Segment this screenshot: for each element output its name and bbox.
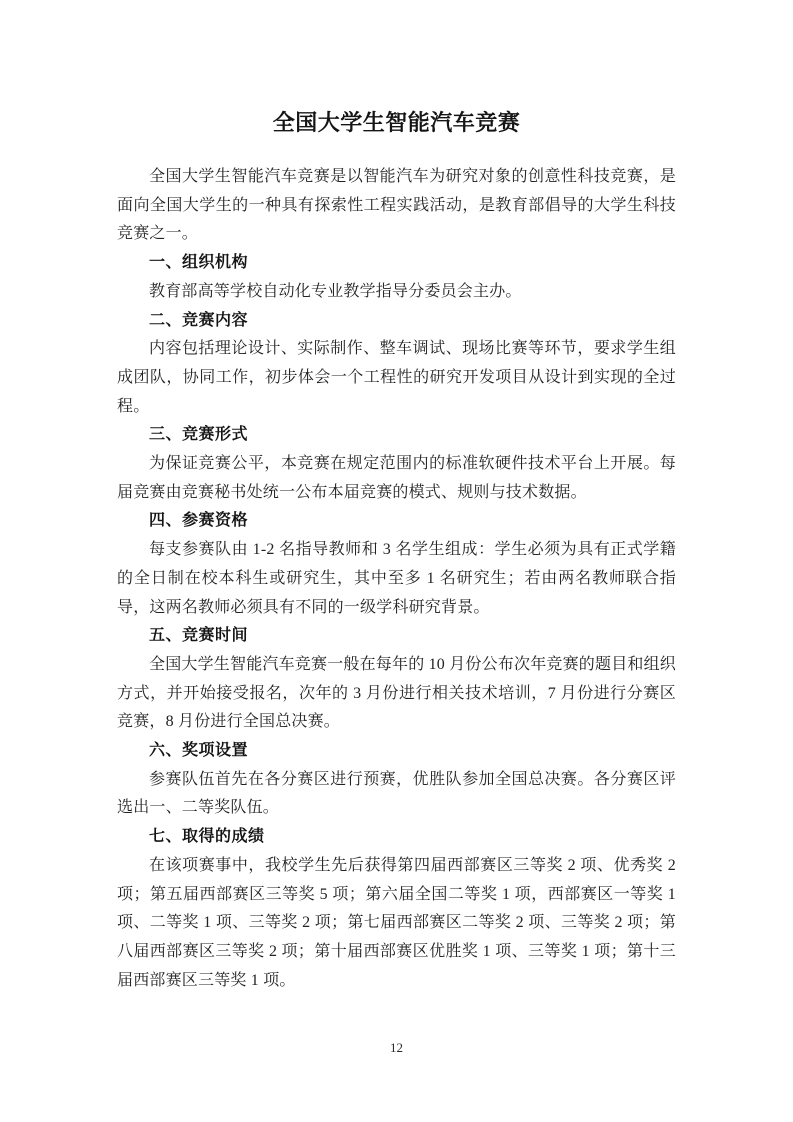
section-heading-eligibility: 四、参赛资格 (149, 512, 249, 530)
format-paragraph: 为保证竞赛公平，本竞赛在规定范围内的标准软硬件技术平台上开展。每届竞赛由竞赛秘书处统一公布本届竞赛的模式、规则与技术数据。 (117, 455, 676, 501)
document-title: 全国大学生智能汽车竞赛 (272, 110, 521, 135)
section-heading-schedule: 五、竞赛时间 (149, 627, 249, 645)
results-paragraph: 在该项赛事中，我校学生先后获得第四届西部赛区三等奖 2 项、优秀奖 2 项；第五届西部赛区三等奖 5 项；第六届全国二等奖 1 项，西部赛区一等奖 1 项、二等奖 1 项、三等奖 2 项；第七届西部赛区二等奖 2 项、三等奖 2 项；第八届西部赛区三等奖 2 项；第十届西部赛区优胜奖 1 项、三等奖 1 项；第十三届西部赛区三等奖 1 项。 (117, 856, 676, 989)
eligibility-paragraph: 每支参赛队由 1-2 名指导教师和 3 名学生组成：学生必须为具有正式学籍的全日制在校本科生或研究生，其中至多 1 名研究生；若由两名教师联合指导，这两名教师必须具有不同的一级学科研究背景。 (117, 541, 676, 616)
section-heading-organizer: 一、组织机构 (149, 254, 249, 272)
organizer-paragraph: 教育部高等学校自动化专业教学指导分委员会主办。 (149, 282, 522, 300)
section-heading-format: 三、竞赛形式 (149, 426, 249, 444)
section-heading-awards: 六、奖项设置 (149, 742, 249, 760)
content-paragraph: 内容包括理论设计、实际制作、整车调试、现场比赛等环节，要求学生组成团队，协同工作，初步体会一个工程性的研究开发项目从设计到实现的全过程。 (117, 340, 676, 415)
section-heading-content: 二、竞赛内容 (149, 311, 249, 329)
awards-paragraph: 参赛队伍首先在各分赛区进行预赛，优胜队参加全国总决赛。各分赛区评选出一、二等奖队伍。 (117, 770, 676, 817)
intro-paragraph: 全国大学生智能汽车竞赛是以智能汽车为研究对象的创意性科技竞赛，是面向全国大学生的一种具有探索性工程实践活动，是教育部倡导的大学生科技竞赛之一。 (117, 168, 676, 243)
page-number: 12 (390, 1040, 403, 1055)
schedule-paragraph: 全国大学生智能汽车竞赛一般在每年的 10 月份公布次年竞赛的题目和组织方式，并开始接受报名，次年的 3 月份进行相关技术培训，7 月份进行分赛区竞赛，8 月份进行全国总决赛。 (117, 655, 677, 731)
section-heading-results: 七、取得的成绩 (149, 828, 265, 846)
document-body (117, 163, 676, 995)
